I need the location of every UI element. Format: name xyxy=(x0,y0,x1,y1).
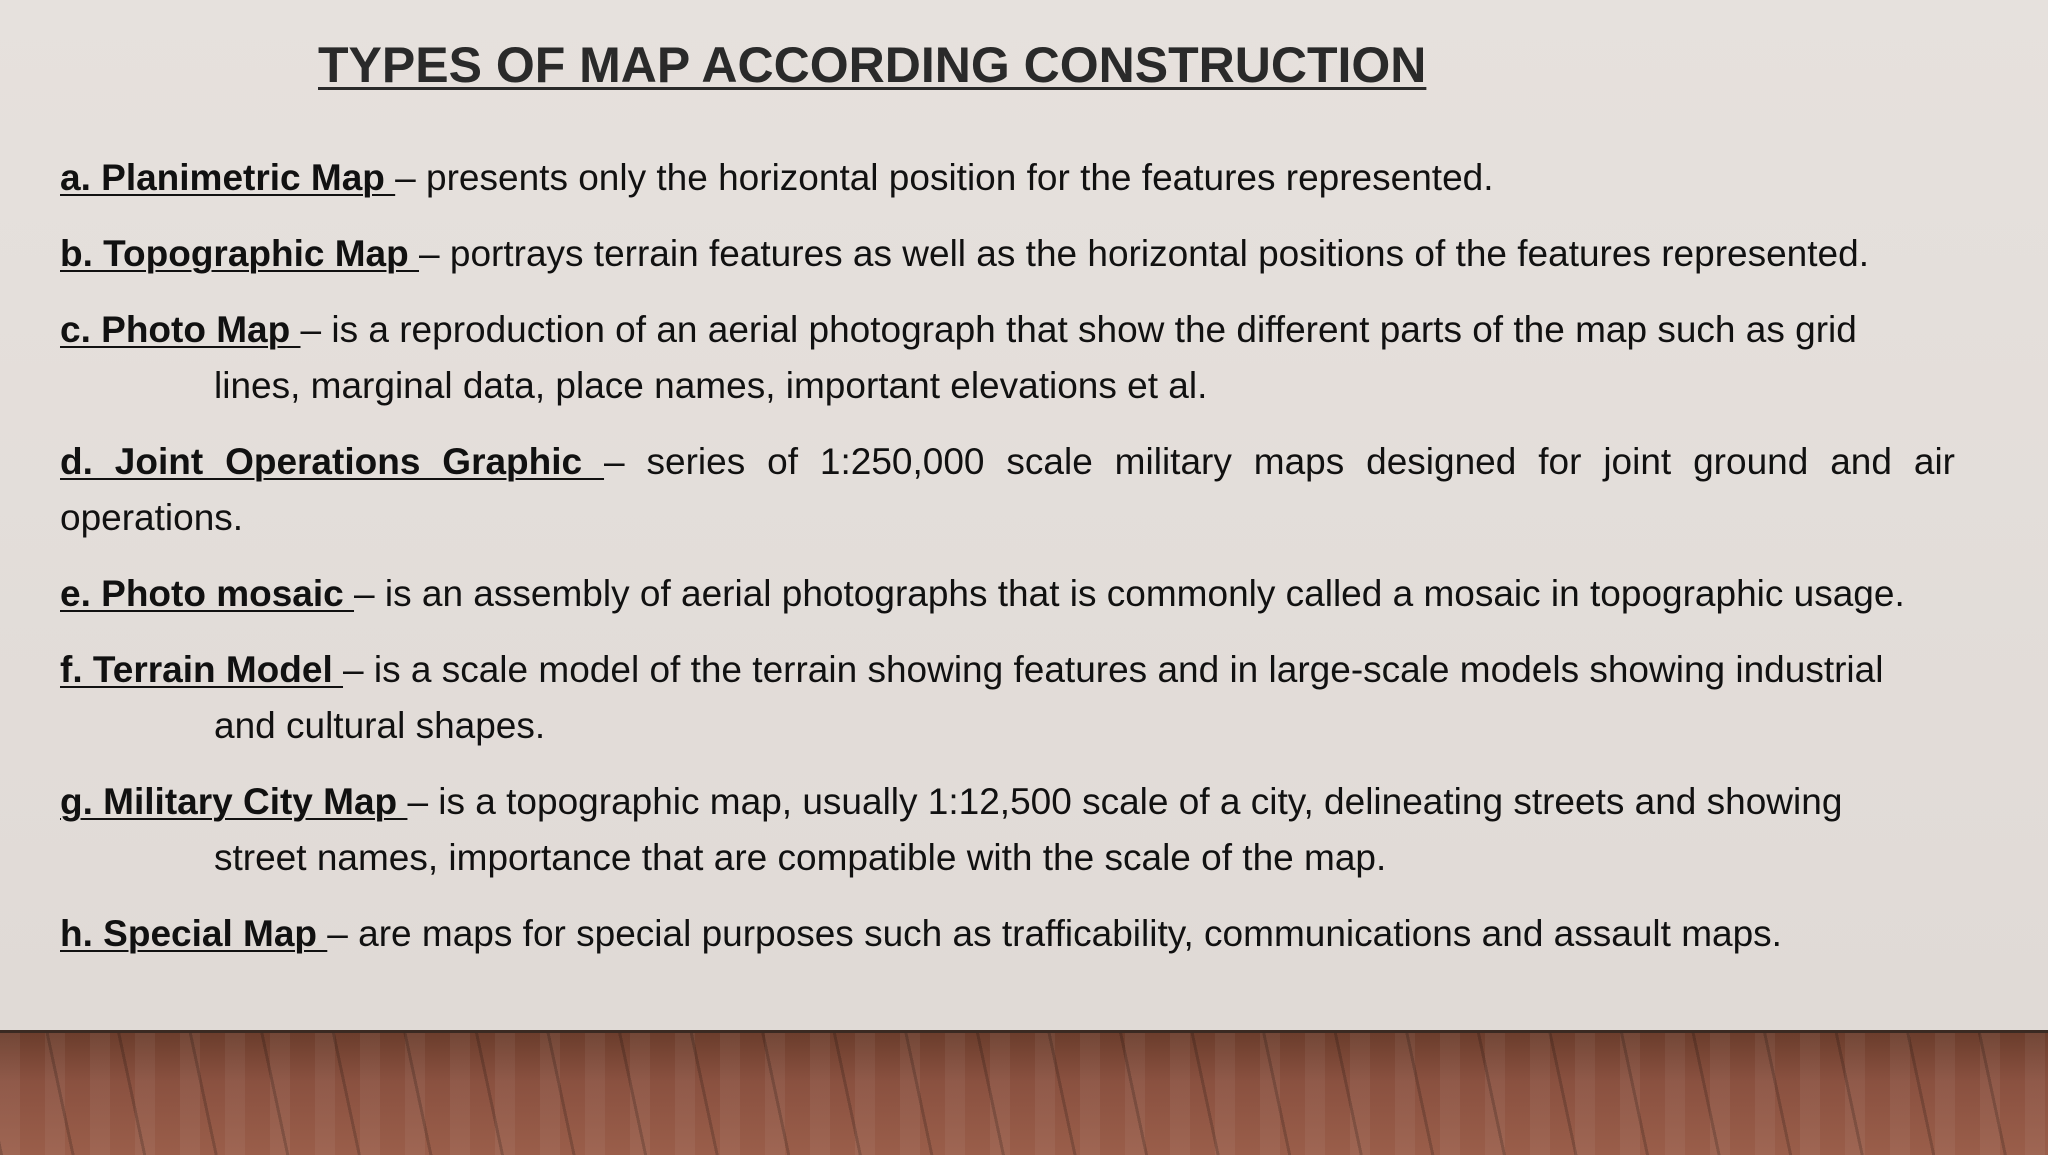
item-description: is a reproduction of an aerial photograph that show the different parts of the map such as grid xyxy=(321,309,1857,350)
item-term: e. Photo mosaic xyxy=(60,573,355,614)
list-item xyxy=(60,774,1955,886)
item-description: is a topographic map, usually 1:12,500 scale of a city, delineating streets and showing xyxy=(428,781,1843,822)
item-dash: – xyxy=(300,309,322,350)
item-term: b. Topographic Map xyxy=(60,233,420,274)
list-item xyxy=(60,642,1955,754)
item-dash: – xyxy=(407,781,429,822)
list-item xyxy=(60,302,1955,414)
item-description: are maps for special purposes such as trafficability, communications and assault maps. xyxy=(347,913,1782,954)
item-continuation: lines, marginal data, place names, important elevations et al. xyxy=(214,365,1208,406)
item-continuation: street names, importance that are compatible with the scale of the map. xyxy=(214,837,1387,878)
item-description: presents only the horizontal position for the features represented. xyxy=(415,157,1494,198)
item-term: a. Planimetric Map xyxy=(60,157,396,198)
item-dash: – xyxy=(395,157,416,198)
item-term: g. Military City Map xyxy=(60,781,408,822)
item-term: d. Joint Operations Graphic xyxy=(60,441,605,482)
list-item xyxy=(60,434,1955,546)
item-description: portrays terrain features as well as the horizontal positions of the features represented. xyxy=(439,233,1869,274)
item-term: f. Terrain Model xyxy=(60,649,344,690)
item-continuation: and cultural shapes. xyxy=(214,705,546,746)
item-description: series of 1:250,000 scale military maps designed for joint ground and air operations. xyxy=(60,441,1955,538)
item-dash: – xyxy=(604,441,625,482)
item-dash: – xyxy=(327,913,348,954)
item-term: c. Photo Map xyxy=(60,309,301,350)
item-description: is a scale model of the terrain showing features and in large-scale models showing industrial xyxy=(363,649,1884,690)
item-term: h. Special Map xyxy=(60,913,328,954)
item-dash: – xyxy=(419,233,440,274)
item-dash: – xyxy=(354,573,375,614)
list-item xyxy=(60,150,1955,206)
slide-title: TYPES OF MAP ACCORDING CONSTRUCTION xyxy=(318,37,1427,93)
item-description: is an assembly of aerial photographs that is commonly called a mosaic in topographic usage. xyxy=(374,573,1905,614)
wood-floor-decoration xyxy=(0,1030,2048,1155)
list-item xyxy=(60,226,1955,282)
item-dash: – xyxy=(343,649,364,690)
list-item xyxy=(60,566,1955,622)
list-item xyxy=(60,906,1955,962)
map-types-list xyxy=(60,150,1955,982)
